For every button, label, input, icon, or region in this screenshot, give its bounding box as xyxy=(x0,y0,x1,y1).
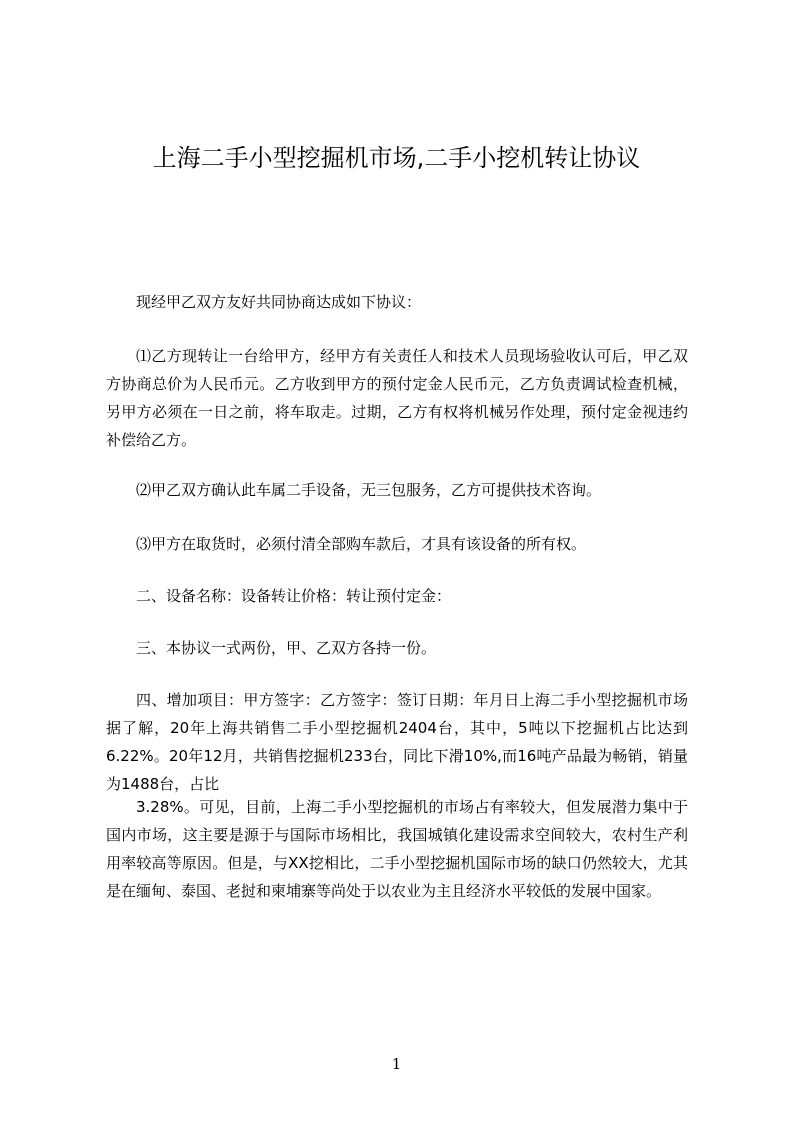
section-3-paragraph: 三、本协议一式两份，甲、乙双方各持一份。 xyxy=(136,639,437,657)
clause-1-paragraph: ⑴乙方现转让一台给甲方，经甲方有关责任人和技术人员现场验收认可后，甲乙双方协商总价为人民币元。乙方收到甲方的预付定金人民币元，乙方负责调试检查机械，另甲方必须在一日之前，将车取走。过期，乙方有权将机械另作处理，预付定金视违约补偿给乙方。 xyxy=(106,347,688,449)
document-title: 上海二手小型挖掘机市场,二手小挖机转让协议 xyxy=(152,144,641,172)
section-4-paragraph: 四、增加项目：甲方签字：乙方签字：签订日期：年月日上海二手小型挖掘机市场据了解，20年上海共销售二手小型挖掘机2404台，其中，5吨以下挖掘机占比达到6.22%。20年12月，共销售挖掘机233台，同比下滑10%,而16吨产品最为畅销，销量为1488台，占比 xyxy=(106,691,688,793)
clause-3-paragraph: ⑶甲方在取货时，必须付清全部购车款后，才具有该设备的所有权。 xyxy=(136,535,587,553)
section-2-paragraph: 二、设备名称：设备转让价格：转让预付定金： xyxy=(136,587,452,605)
clause-2-paragraph: ⑵甲乙双方确认此车属二手设备，无三包服务，乙方可提供技术咨询。 xyxy=(136,481,602,499)
page-number: 1 xyxy=(391,1055,402,1073)
market-analysis-paragraph: 3.28%。可见，目前，上海二手小型挖掘机的市场占有率较大，但发展潜力集中于国内市场，这主要是源于与国际市场相比，我国城镇化建设需求空间较大，农村生产利用率较高等原因。但是，与XX挖相比，二手小型挖掘机国际市场的缺口仍然较大，尤其是在缅甸、泰国、老挝和柬埔寨等尚处于以农业为主且经济水平较低的发展中国家。 xyxy=(106,798,688,900)
intro-paragraph: 现经甲乙双方友好共同协商达成如下协议： xyxy=(136,293,422,311)
